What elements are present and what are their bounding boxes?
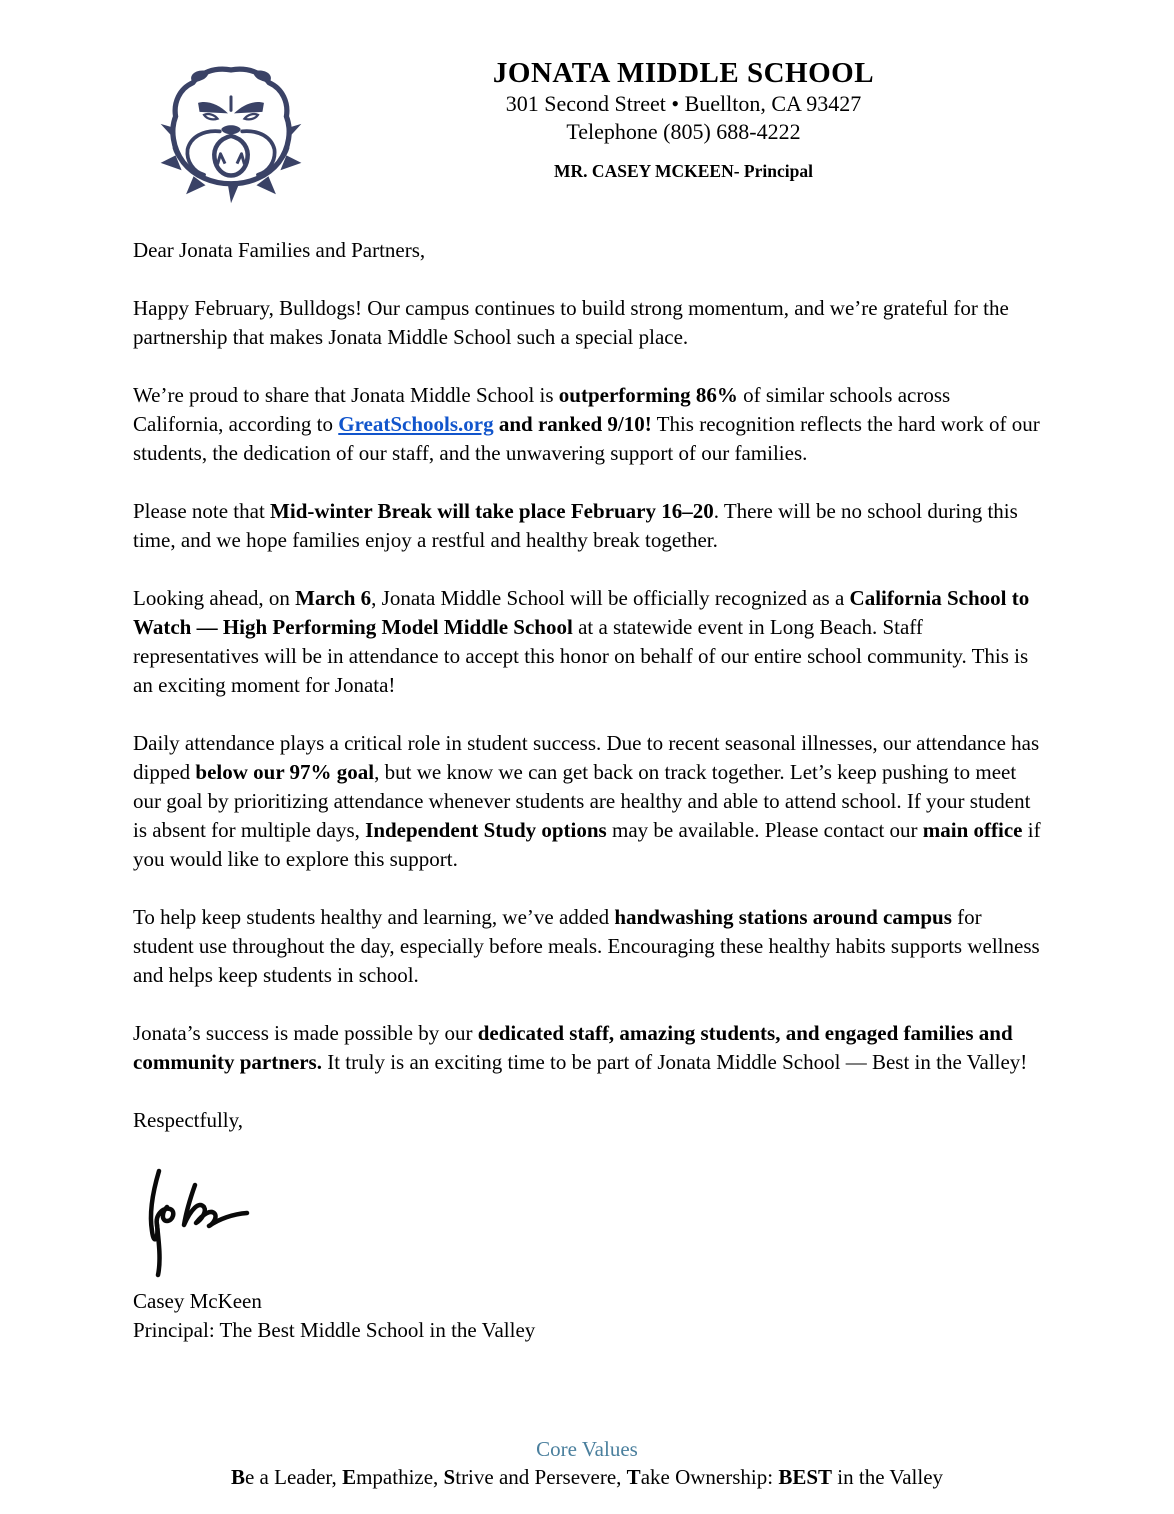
text-run: ake Ownership: (640, 1465, 779, 1489)
bold-text-run: Mid-winter Break will take place February 16–20 (270, 499, 714, 523)
letterhead (133, 56, 1044, 214)
text-run: Please note that (133, 499, 271, 523)
bold-text-run: T (626, 1465, 641, 1489)
core-values-title: Core Values (536, 1437, 638, 1461)
bold-text-run: main office (922, 818, 1023, 842)
school-phone: Telephone (805) 688-4222 (566, 119, 801, 144)
letterhead-text (323, 56, 1044, 182)
greatschools-link[interactable]: GreatSchools.org (338, 412, 494, 436)
text-run: e a Leader, (244, 1465, 343, 1489)
bold-text-run: B (230, 1465, 245, 1489)
bold-text-run: E (342, 1465, 357, 1489)
bold-text-run: below our 97% goal (195, 760, 375, 784)
school-address: 301 Second Street • Buellton, CA 93427 (505, 91, 862, 116)
text-run: trive and Persevere, (455, 1465, 627, 1489)
bold-text-run: March 6 (295, 586, 372, 610)
text-run: We’re proud to share that Jonata Middle School is (133, 383, 559, 407)
signature-image (143, 1163, 253, 1281)
school-name: JONATA MIDDLE SCHOOL (492, 57, 875, 89)
text-run: To help keep students healthy and learning, we’ve added (133, 905, 615, 929)
text-run: This recognition reflects the hard work of our students, the dedication of our staff, and the unwavering support of our families. (133, 412, 1040, 465)
letter-paragraph (133, 294, 1043, 352)
footer (0, 1435, 1174, 1492)
bold-text-run: BEST (778, 1465, 833, 1489)
text-run: , but we know we can get back on track together. Let’s keep pushing to meet our goal by prioritizing attendance whenever students are healthy and able to attend school. If your student is absent for multiple days, (133, 760, 1031, 842)
text-run: at a statewide event in Long Beach. Staff representatives will be in attendance to accept this honor on behalf of our entire school community. This is an exciting moment for Jonata! (133, 615, 1029, 697)
closing: Respectfully, (133, 1108, 244, 1132)
letter-paragraph (133, 903, 1043, 990)
text-run: Looking ahead, on (133, 586, 296, 610)
text-run: Happy February, Bulldogs! Our campus continues to build strong momentum, and we’re grateful for the partnership that makes Jonata Middle School such a special place. (133, 296, 1009, 349)
bold-text-run: and ranked 9/10! (493, 412, 652, 436)
text-run: , Jonata Middle School will be officially recognized as a (371, 586, 850, 610)
letter-paragraph (133, 497, 1043, 555)
text-run: . There will be no school during this time, and we hope families enjoy a restful and healthy break together. (133, 499, 1018, 552)
text-run: if you would like to explore this support. (133, 818, 1041, 871)
bold-text-run: outperforming 86% (558, 383, 738, 407)
text-run: Daily attendance plays a critical role in student success. Due to recent seasonal illnesses, our attendance has dipped (133, 731, 1040, 784)
text-run: Jonata’s success is made possible by our (133, 1021, 478, 1045)
text-run: of similar schools across California, according to (133, 383, 951, 436)
signer-name: Casey McKeen (133, 1289, 262, 1313)
principal-line: MR. CASEY MCKEEN- Principal (554, 161, 813, 181)
bold-text-run: handwashing stations around campus (614, 905, 952, 929)
signer-title: Principal: The Best Middle School in the Valley (133, 1318, 536, 1342)
letter-paragraph (133, 584, 1043, 700)
bold-text-run: California School to Watch — High Performing Model Middle School (133, 586, 1030, 639)
letter-paragraph (133, 381, 1043, 468)
bold-text-run: S (443, 1465, 456, 1489)
letter-paragraph (133, 729, 1043, 874)
letter-body (133, 236, 1043, 1345)
bold-text-run: dedicated staff, amazing students, and engaged families and community partners. (133, 1021, 1013, 1074)
signature-block (133, 1287, 1043, 1345)
text-run: mpathize, (356, 1465, 444, 1489)
bold-text-run: Independent Study options (365, 818, 607, 842)
salutation: Dear Jonata Families and Partners, (133, 238, 426, 262)
letter-paragraph (133, 1019, 1043, 1077)
text-run: may be available. Please contact our (606, 818, 923, 842)
bulldog-logo-icon (155, 58, 307, 204)
letter-paragraphs (133, 294, 1043, 1077)
text-run: for student use throughout the day, especially before meals. Encouraging these healthy habits supports wellness and helps keep students in school. (133, 905, 1040, 987)
core-values-line (0, 1463, 1174, 1492)
text-run: in the Valley (832, 1465, 944, 1489)
text-run: It truly is an exciting time to be part of Jonata Middle School — Best in the Valley! (321, 1050, 1028, 1074)
